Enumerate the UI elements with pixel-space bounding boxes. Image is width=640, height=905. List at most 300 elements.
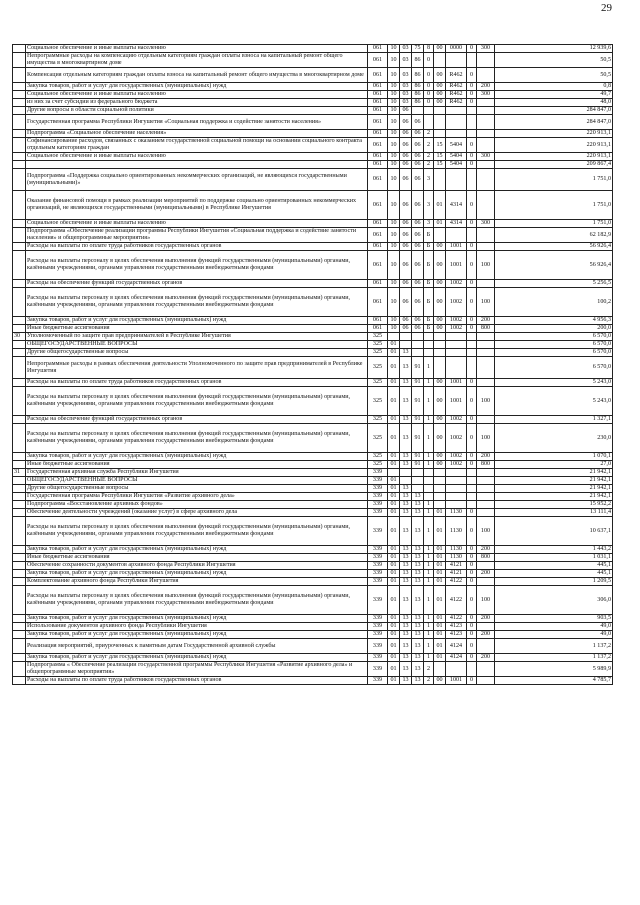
code-subsection: 13: [400, 662, 412, 677]
row-number: [13, 461, 26, 469]
code-program: [412, 349, 424, 357]
code-expense-type: 800: [477, 554, 495, 562]
code-event: 01: [434, 562, 446, 570]
row-number: [13, 546, 26, 554]
code-event: [434, 477, 446, 485]
code-subsection: 13: [400, 586, 412, 615]
code-section: 10: [388, 251, 400, 280]
table-row: [13, 562, 613, 570]
row-name: Компенсация отдельным категориям граждан оплаты взноса на капитальный ремонт общего имущества в многоквартирном доме: [26, 68, 368, 83]
row-number: [13, 639, 26, 654]
code-program: 06: [412, 280, 424, 288]
code-section: 10: [388, 45, 400, 53]
code-section: 01: [388, 586, 400, 615]
code-ministry: 325: [368, 379, 388, 387]
code-section: 10: [388, 288, 400, 317]
code-subsection: 13: [400, 453, 412, 461]
code-variant: [467, 349, 477, 357]
code-section: 01: [388, 477, 400, 485]
code-expense-type: 200: [477, 570, 495, 578]
code-event: [434, 341, 446, 349]
row-amount: 5 256,5: [495, 280, 613, 288]
code-direction: 1130: [446, 554, 467, 562]
code-direction: [446, 228, 467, 243]
row-name: Государственная программа Республики Ингушетия «Развитие архивного дела»: [26, 493, 368, 501]
code-variant: 0: [467, 379, 477, 387]
code-direction: 1130: [446, 517, 467, 546]
code-direction: 4122: [446, 586, 467, 615]
code-direction: 4123: [446, 631, 467, 639]
row-number: [13, 623, 26, 631]
code-ministry: 339: [368, 662, 388, 677]
row-name: Непрограммные расходы на компенсацию отдельным категориям граждан оплаты взноса на капитальный ремонт общего имущества в многоквартирном доме: [26, 53, 368, 68]
code-subprogram: 0: [424, 53, 434, 68]
code-ministry: 339: [368, 509, 388, 517]
code-subprogram: 1: [424, 517, 434, 546]
code-variant: 0: [467, 191, 477, 220]
code-section: 01: [388, 379, 400, 387]
code-subprogram: 1: [424, 554, 434, 562]
row-number: [13, 570, 26, 578]
code-program: 91: [412, 379, 424, 387]
code-section: 10: [388, 130, 400, 138]
code-event: 01: [434, 509, 446, 517]
code-expense-type: [477, 280, 495, 288]
code-expense-type: [477, 341, 495, 349]
code-event: 00: [434, 288, 446, 317]
code-event: 01: [434, 578, 446, 586]
code-section: [388, 469, 400, 477]
code-ministry: 339: [368, 501, 388, 509]
row-amount: 50,5: [495, 68, 613, 83]
code-expense-type: [477, 161, 495, 169]
row-number: [13, 341, 26, 349]
row-amount: 1 070,1: [495, 453, 613, 461]
code-expense-type: 300: [477, 220, 495, 228]
table-row: [13, 578, 613, 586]
code-variant: 0: [467, 424, 477, 453]
code-direction: 1002: [446, 325, 467, 333]
code-direction: R462: [446, 83, 467, 91]
row-name: Социальное обеспечение и иные выплаты населению: [26, 153, 368, 161]
table-row: [13, 317, 613, 325]
row-amount: 21 942,1: [495, 485, 613, 493]
row-name: Закупка товаров, работ и услуг для государственных (муниципальных) нужд: [26, 546, 368, 554]
row-name: Социальное обеспечение и иные выплаты населению: [26, 45, 368, 53]
row-name: Закупка товаров, работ и услуг для государственных (муниципальных) нужд: [26, 654, 368, 662]
row-amount: 6 570,0: [495, 341, 613, 349]
code-section: 01: [388, 461, 400, 469]
code-section: 10: [388, 280, 400, 288]
code-expense-type: [477, 493, 495, 501]
code-ministry: 061: [368, 91, 388, 99]
code-ministry: 061: [368, 191, 388, 220]
row-amount: 27,0: [495, 461, 613, 469]
code-ministry: 325: [368, 333, 388, 341]
code-subsection: 06: [400, 107, 412, 115]
code-expense-type: [477, 349, 495, 357]
code-direction: 4121: [446, 562, 467, 570]
code-subprogram: [424, 341, 434, 349]
code-ministry: 339: [368, 546, 388, 554]
code-event: 00: [434, 424, 446, 453]
code-direction: R462: [446, 68, 467, 83]
row-amount: 10 637,1: [495, 517, 613, 546]
code-direction: 1002: [446, 317, 467, 325]
row-name: Другие общегосударственные вопросы: [26, 349, 368, 357]
code-variant: [467, 493, 477, 501]
code-event: 01: [434, 191, 446, 220]
code-variant: 0: [467, 325, 477, 333]
code-subsection: 03: [400, 83, 412, 91]
code-section: 01: [388, 654, 400, 662]
code-subprogram: 2: [424, 138, 434, 153]
code-subprogram: 1: [424, 501, 434, 509]
code-event: 00: [434, 68, 446, 83]
table-row: [13, 469, 613, 477]
code-variant: 0: [467, 153, 477, 161]
code-subsection: 13: [400, 677, 412, 685]
code-subprogram: [424, 469, 434, 477]
row-amount: 5 243,0: [495, 387, 613, 416]
code-variant: 0: [467, 99, 477, 107]
code-program: [412, 107, 424, 115]
code-section: 10: [388, 317, 400, 325]
code-subsection: 06: [400, 243, 412, 251]
code-ministry: 339: [368, 631, 388, 639]
code-event: 00: [434, 280, 446, 288]
row-number: [13, 631, 26, 639]
code-expense-type: [477, 169, 495, 191]
table-row: [13, 325, 613, 333]
code-subsection: 13: [400, 357, 412, 379]
row-name: Иные бюджетные ассигнования: [26, 461, 368, 469]
row-amount: 5 243,0: [495, 379, 613, 387]
row-number: [13, 387, 26, 416]
row-name: ОБЩЕГОСУДАРСТВЕННЫЕ ВОПРОСЫ: [26, 341, 368, 349]
row-name: Непрограммные расходы в рамках обеспечения деятельности Уполномоченного по защите прав предпринимателей в Республике Ингушетия: [26, 357, 368, 379]
budget-table-body: [13, 45, 613, 685]
code-direction: [446, 493, 467, 501]
code-subsection: 13: [400, 379, 412, 387]
code-section: 01: [388, 387, 400, 416]
code-event: 00: [434, 243, 446, 251]
row-amount: 1 327,1: [495, 416, 613, 424]
code-variant: [467, 333, 477, 341]
row-amount: 15 952,2: [495, 501, 613, 509]
code-subsection: [400, 333, 412, 341]
code-event: [434, 333, 446, 341]
table-row: [13, 91, 613, 99]
row-number: [13, 578, 26, 586]
code-variant: 0: [467, 578, 477, 586]
code-subsection: 13: [400, 493, 412, 501]
code-subprogram: [424, 485, 434, 493]
code-subprogram: 1: [424, 461, 434, 469]
code-section: 01: [388, 416, 400, 424]
table-row: [13, 220, 613, 228]
code-direction: 1002: [446, 288, 467, 317]
code-subprogram: [424, 115, 434, 130]
code-expense-type: [477, 623, 495, 631]
code-ministry: 339: [368, 623, 388, 631]
row-name: ОБЩЕГОСУДАРСТВЕННЫЕ ВОПРОСЫ: [26, 477, 368, 485]
code-subsection: 13: [400, 578, 412, 586]
row-amount: 12 939,6: [495, 45, 613, 53]
code-subsection: 06: [400, 325, 412, 333]
row-name: Другие вопросы в области социальной политики: [26, 107, 368, 115]
code-program: 91: [412, 416, 424, 424]
code-ministry: 325: [368, 416, 388, 424]
code-event: 00: [434, 317, 446, 325]
code-variant: [467, 228, 477, 243]
code-direction: [446, 349, 467, 357]
row-amount: 284 847,0: [495, 107, 613, 115]
row-number: [13, 325, 26, 333]
code-subprogram: 3: [424, 169, 434, 191]
row-name: Подпрограмма «Обеспечение реализации программы Республики Ингушетия «Социальная поддержка и содействие занятости населения» и общепрограммные мероприятия»: [26, 228, 368, 243]
row-name: Подпрограмма «Восстановление архивных фондов»: [26, 501, 368, 509]
row-amount: 220 913,1: [495, 138, 613, 153]
code-program: 13: [412, 517, 424, 546]
code-direction: 1130: [446, 509, 467, 517]
code-variant: 0: [467, 91, 477, 99]
code-variant: [467, 469, 477, 477]
code-program: 86: [412, 83, 424, 91]
code-expense-type: 200: [477, 631, 495, 639]
row-number: [13, 562, 26, 570]
code-subprogram: 1: [424, 453, 434, 461]
code-direction: [446, 341, 467, 349]
table-row: [13, 379, 613, 387]
row-number: [13, 228, 26, 243]
code-program: 06: [412, 317, 424, 325]
row-number: [13, 662, 26, 677]
code-expense-type: 200: [477, 453, 495, 461]
row-amount: 21 942,1: [495, 469, 613, 477]
table-row: [13, 153, 613, 161]
code-section: 01: [388, 578, 400, 586]
code-direction: [446, 169, 467, 191]
code-variant: 0: [467, 387, 477, 416]
code-direction: [446, 115, 467, 130]
code-expense-type: 200: [477, 654, 495, 662]
code-ministry: 339: [368, 477, 388, 485]
code-variant: [467, 485, 477, 493]
table-row: [13, 662, 613, 677]
code-expense-type: [477, 228, 495, 243]
code-program: [412, 469, 424, 477]
code-direction: [446, 130, 467, 138]
code-program: 86: [412, 53, 424, 68]
row-name: [26, 161, 368, 169]
table-row: [13, 453, 613, 461]
code-subprogram: Б: [424, 280, 434, 288]
code-variant: 0: [467, 623, 477, 631]
code-subprogram: 1: [424, 509, 434, 517]
code-section: 10: [388, 83, 400, 91]
row-amount: 1 751,0: [495, 220, 613, 228]
row-number: [13, 191, 26, 220]
code-section: 10: [388, 228, 400, 243]
row-number: [13, 115, 26, 130]
code-ministry: 061: [368, 45, 388, 53]
code-variant: 0: [467, 546, 477, 554]
code-program: 13: [412, 501, 424, 509]
code-subprogram: 2: [424, 153, 434, 161]
code-program: [412, 341, 424, 349]
code-section: 01: [388, 615, 400, 623]
table-row: [13, 546, 613, 554]
code-ministry: 325: [368, 461, 388, 469]
row-number: [13, 501, 26, 509]
code-subsection: 13: [400, 546, 412, 554]
code-program: 06: [412, 169, 424, 191]
code-event: 00: [434, 677, 446, 685]
budget-table: [12, 44, 613, 685]
code-variant: [467, 357, 477, 379]
table-row: [13, 45, 613, 53]
row-amount: 48,0: [495, 99, 613, 107]
table-row: [13, 288, 613, 317]
code-section: 01: [388, 639, 400, 654]
code-direction: 1001: [446, 251, 467, 280]
code-direction: 4122: [446, 615, 467, 623]
code-ministry: 325: [368, 341, 388, 349]
code-direction: 4123: [446, 623, 467, 631]
code-ministry: 061: [368, 99, 388, 107]
table-row: [13, 99, 613, 107]
code-subprogram: Б: [424, 251, 434, 280]
code-program: 06: [412, 243, 424, 251]
row-name: Закупка товаров, работ и услуг для государственных (муниципальных) нужд: [26, 570, 368, 578]
row-amount: 284 847,0: [495, 115, 613, 130]
code-expense-type: [477, 191, 495, 220]
row-name: Уполномоченный по защите прав предпринимателей в Республике Ингушетия: [26, 333, 368, 341]
row-name: Расходы на выплаты персоналу в целях обеспечения выполнения функций государственными (муниципальными) органами, казёнными учреждениями, органами управления государственными внебюджетными фондами: [26, 517, 368, 546]
code-subprogram: 1: [424, 357, 434, 379]
code-direction: [446, 485, 467, 493]
code-direction: R462: [446, 91, 467, 99]
code-section: 01: [388, 570, 400, 578]
row-name: Расходы на выплаты персоналу в целях обеспечения выполнения функций государственными (муниципальными) органами, казёнными учреждениями, органами управления государственными внебюджетными фондами: [26, 251, 368, 280]
code-event: [434, 662, 446, 677]
table-row: [13, 341, 613, 349]
row-number: [13, 517, 26, 546]
code-variant: 0: [467, 83, 477, 91]
row-amount: 209 867,4: [495, 161, 613, 169]
code-program: 06: [412, 161, 424, 169]
code-event: [434, 357, 446, 379]
code-section: 01: [388, 623, 400, 631]
table-row: [13, 161, 613, 169]
table-row: [13, 191, 613, 220]
row-amount: 100,2: [495, 288, 613, 317]
code-direction: 4124: [446, 639, 467, 654]
row-number: [13, 138, 26, 153]
row-name: из них за счет субсидии из федерального бюджета: [26, 99, 368, 107]
row-amount: 445,1: [495, 562, 613, 570]
code-section: 01: [388, 509, 400, 517]
code-section: 01: [388, 357, 400, 379]
row-name: Иные бюджетные ассигнования: [26, 325, 368, 333]
code-section: 10: [388, 191, 400, 220]
code-subprogram: 1: [424, 379, 434, 387]
code-ministry: 061: [368, 325, 388, 333]
row-amount: 56 926,4: [495, 243, 613, 251]
code-subprogram: 1: [424, 387, 434, 416]
code-event: [434, 169, 446, 191]
code-subprogram: 2: [424, 161, 434, 169]
row-number: [13, 477, 26, 485]
row-amount: 21 942,1: [495, 493, 613, 501]
code-ministry: 325: [368, 387, 388, 416]
row-amount: 1 137,2: [495, 639, 613, 654]
row-amount: 220 913,1: [495, 153, 613, 161]
code-section: 01: [388, 349, 400, 357]
table-row: [13, 115, 613, 130]
table-row: [13, 357, 613, 379]
row-name: Социальное обеспечение и иные выплаты населению: [26, 220, 368, 228]
code-event: 01: [434, 554, 446, 562]
code-expense-type: 200: [477, 615, 495, 623]
code-section: 01: [388, 485, 400, 493]
code-subsection: 13: [400, 654, 412, 662]
code-variant: [467, 107, 477, 115]
code-subsection: [400, 469, 412, 477]
code-program: 13: [412, 623, 424, 631]
row-amount: 1 751,0: [495, 169, 613, 191]
code-subsection: 03: [400, 91, 412, 99]
row-number: 30: [13, 333, 26, 341]
row-amount: 6 570,0: [495, 333, 613, 341]
code-expense-type: [477, 578, 495, 586]
code-event: [434, 130, 446, 138]
code-ministry: 325: [368, 357, 388, 379]
row-amount: 62 182,9: [495, 228, 613, 243]
code-variant: 0: [467, 654, 477, 662]
row-amount: 1 137,2: [495, 654, 613, 662]
code-subsection: 03: [400, 45, 412, 53]
code-expense-type: [477, 243, 495, 251]
code-subsection: 13: [400, 387, 412, 416]
code-subprogram: 0: [424, 99, 434, 107]
code-program: 91: [412, 461, 424, 469]
code-section: 10: [388, 138, 400, 153]
code-event: 00: [434, 251, 446, 280]
code-subsection: 06: [400, 280, 412, 288]
table-row: [13, 586, 613, 615]
row-name: Закупка товаров, работ и услуг для государственных (муниципальных) нужд: [26, 615, 368, 623]
code-subsection: 13: [400, 517, 412, 546]
code-subprogram: 2: [424, 677, 434, 685]
code-subsection: [400, 341, 412, 349]
row-name: Расходы на выплаты по оплате труда работников государственных органов: [26, 677, 368, 685]
code-program: 91: [412, 357, 424, 379]
code-program: 06: [412, 138, 424, 153]
code-direction: [446, 469, 467, 477]
code-subprogram: Б: [424, 228, 434, 243]
code-event: 00: [434, 325, 446, 333]
code-subprogram: [424, 477, 434, 485]
code-variant: 0: [467, 615, 477, 623]
code-subprogram: 8: [424, 45, 434, 53]
code-subsection: [400, 477, 412, 485]
row-number: [13, 615, 26, 623]
row-number: [13, 357, 26, 379]
table-row: [13, 615, 613, 623]
code-program: 13: [412, 546, 424, 554]
